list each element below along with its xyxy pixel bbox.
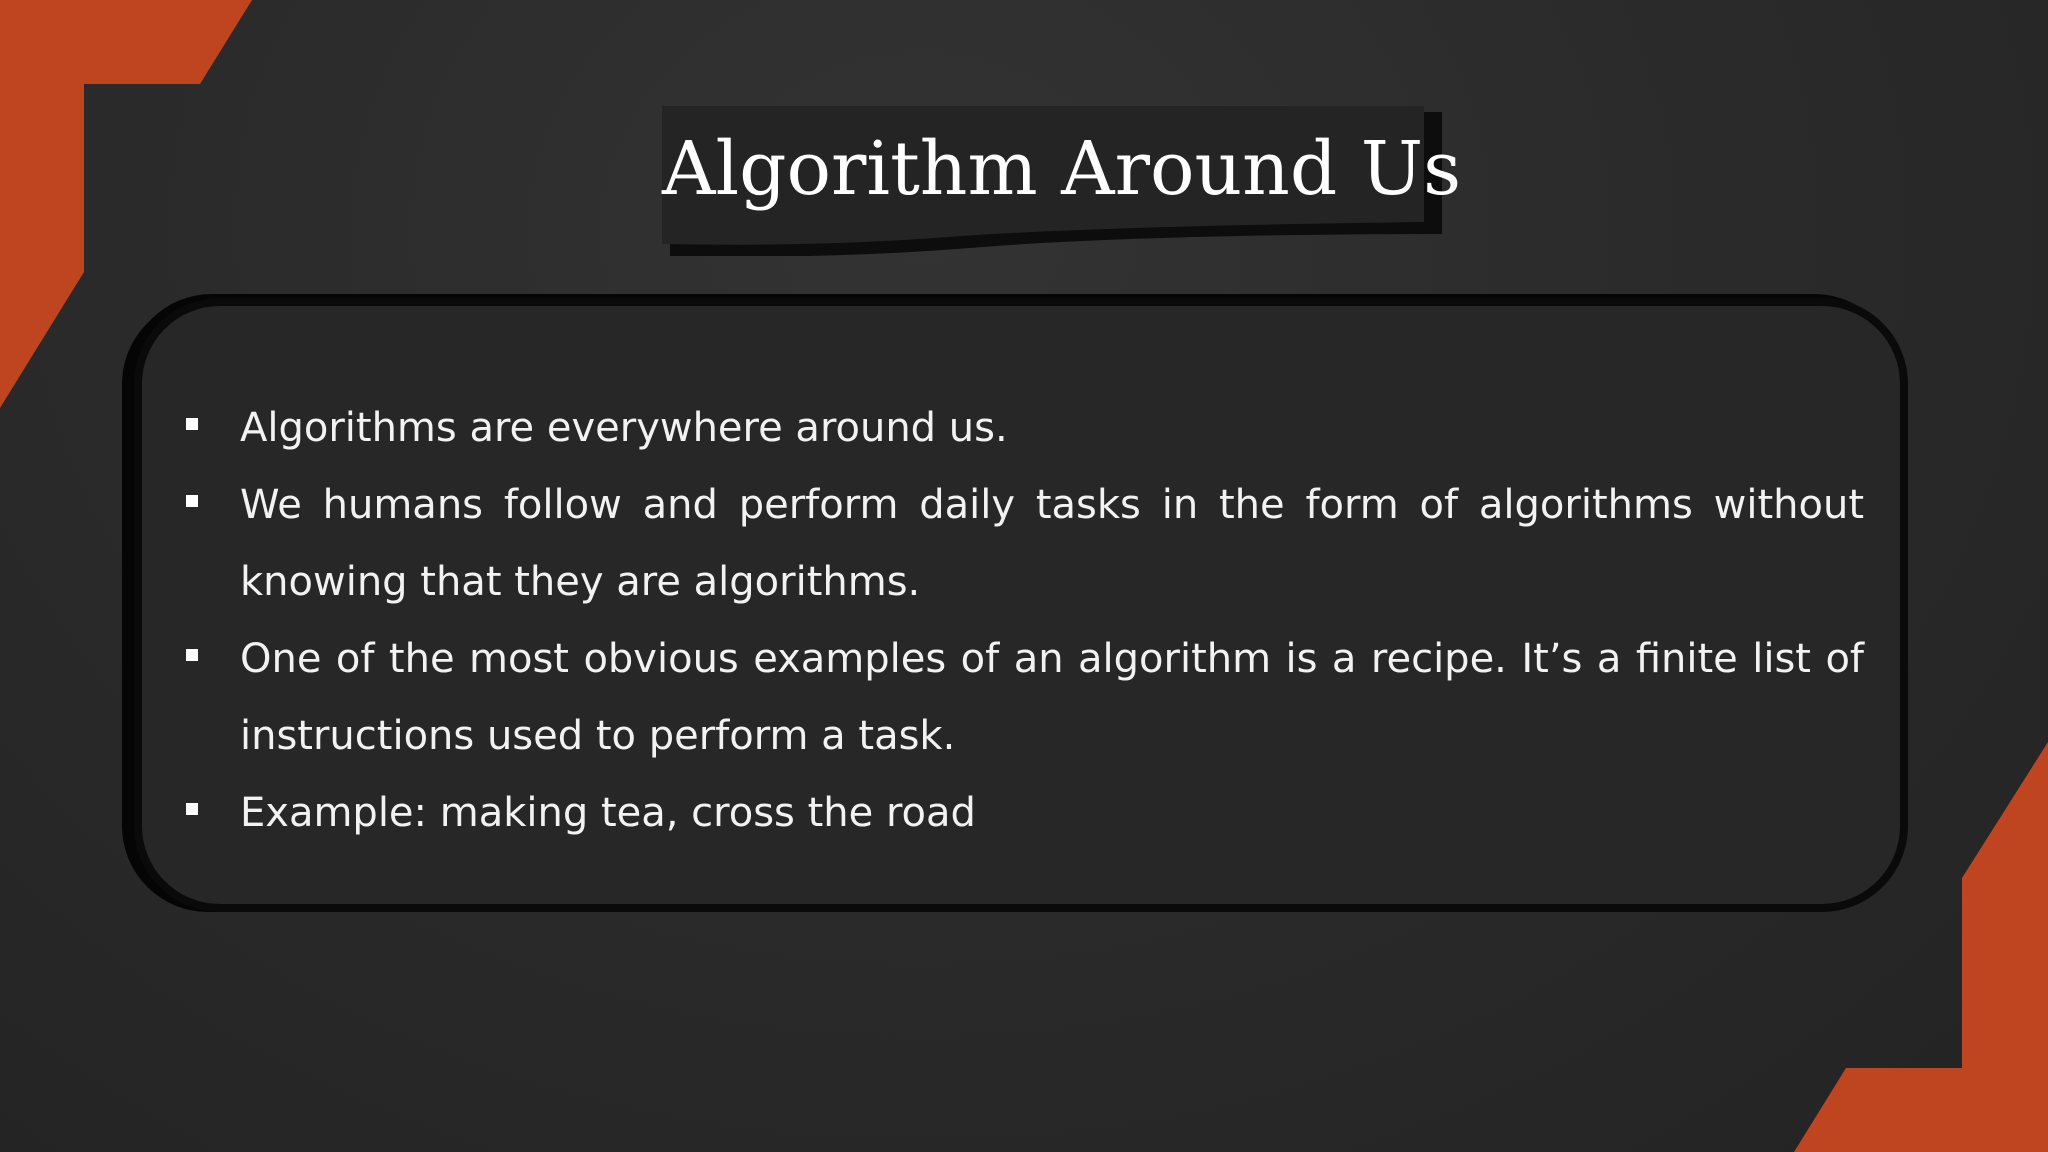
bullet-text: One of the most obvious examples of an algorithm is a recipe. It’s a finite list of instructions used to perform a task.: [240, 636, 1864, 759]
square-bullet-icon: [186, 418, 198, 430]
list-item: [174, 390, 1864, 467]
square-bullet-icon: [186, 495, 198, 507]
bullet-text: Example: making tea, cross the road: [240, 790, 976, 836]
list-item: [174, 621, 1864, 775]
square-bullet-icon: [186, 803, 198, 815]
slide-title: Algorithm Around Us: [662, 126, 1462, 212]
list-item: [174, 467, 1864, 621]
list-item: [174, 775, 1864, 852]
bullet-list: [174, 390, 1864, 852]
square-bullet-icon: [186, 649, 198, 661]
bullet-text: Algorithms are everywhere around us.: [240, 405, 1008, 451]
bullet-text: We humans follow and perform daily tasks in the form of algorithms without knowing that they are algorithms.: [240, 482, 1864, 605]
title-banner: [662, 106, 1462, 236]
